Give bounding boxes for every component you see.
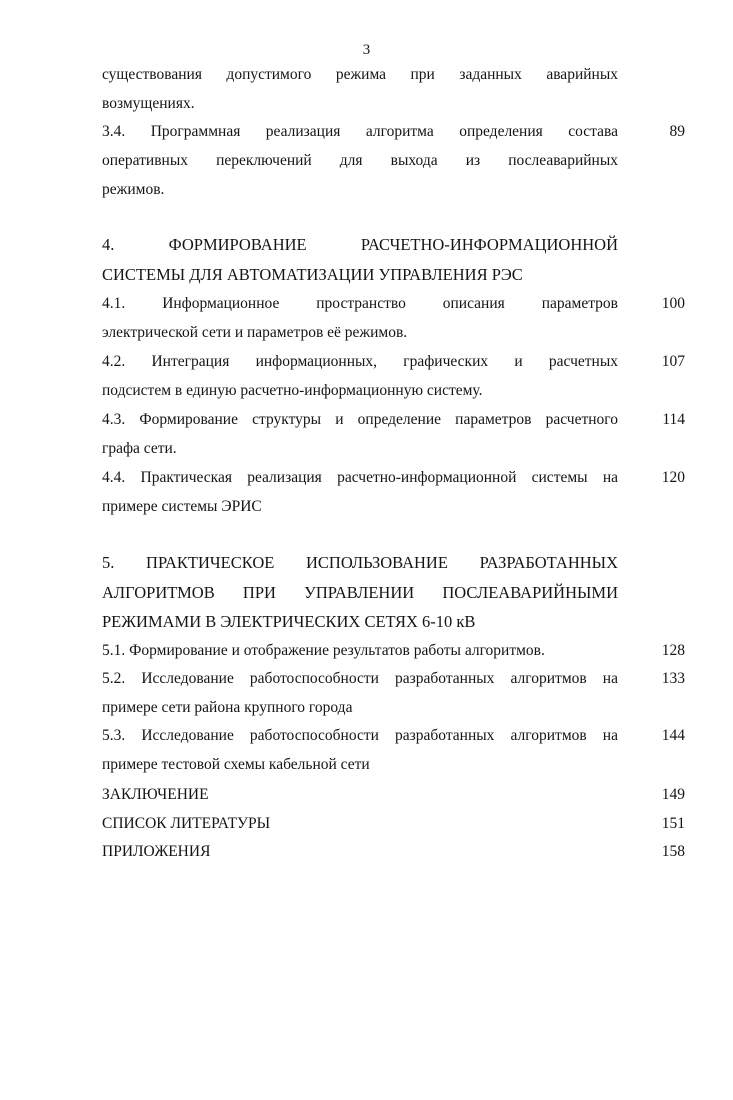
toc-line: ПРИЛОЖЕНИЯ <box>102 843 211 860</box>
toc-entry-text <box>102 636 618 665</box>
toc-line: режимов. <box>102 181 165 198</box>
page-number: 3 <box>362 42 371 58</box>
toc-line: возмущениях. <box>102 95 195 112</box>
toc-entry-text <box>102 809 618 838</box>
toc-line: подсистем в единую расчетно-информационную систему. <box>102 382 483 399</box>
toc-entry-text <box>102 721 618 779</box>
toc-page-number: 149 <box>661 786 685 803</box>
toc-line: АЛГОРИТМОВ ПРИ УПРАВЛЕНИИ ПОСЛЕАВАРИЙНЫМИ <box>102 582 618 602</box>
toc-entry-text <box>102 405 618 463</box>
toc-entry-text <box>102 664 618 722</box>
toc-page-number: 107 <box>661 353 685 370</box>
toc-page-number: 128 <box>661 642 685 659</box>
toc-line: 4.1. Информационное пространство описания параметров <box>102 295 618 312</box>
toc-page-number: 158 <box>661 843 685 860</box>
toc-entry-text <box>102 548 618 637</box>
toc-line: графа сети. <box>102 440 177 457</box>
toc-entry-text <box>102 117 618 204</box>
toc-line: 5. ПРАКТИЧЕСКОЕ ИСПОЛЬЗОВАНИЕ РАЗРАБОТАННЫХ <box>102 553 618 572</box>
toc-line: примере тестовой схемы кабельной сети <box>102 756 370 773</box>
toc-line: 5.1. Формирование и отображение результатов работы алгоритмов. <box>102 642 545 659</box>
toc-line: 3.4. Программная реализация алгоритма определения состава <box>102 123 618 140</box>
toc-line: электрической сети и параметров её режимов. <box>102 324 408 341</box>
toc-page-number: 89 <box>669 123 685 140</box>
toc-page-number: 151 <box>661 815 685 832</box>
toc-entry-text <box>102 230 618 289</box>
toc-line: 5.3. Исследование работоспособности разработанных алгоритмов на <box>102 727 618 744</box>
toc-entry-text <box>102 60 618 118</box>
toc-line: оперативных переключений для выхода из послеаварийных <box>102 152 618 169</box>
toc-line: 4.2. Интеграция информационных, графических и расчетных <box>102 353 618 370</box>
toc-line: 4.4. Практическая реализация расчетно-информационной системы на <box>102 469 618 486</box>
toc-entry-text <box>102 289 618 347</box>
toc-line: 4.3. Формирование структуры и определение параметров расчетного <box>102 411 618 428</box>
toc-line: ЗАКЛЮЧЕНИЕ <box>102 786 209 803</box>
toc-line: 5.2. Исследование работоспособности разработанных алгоритмов на <box>102 670 618 687</box>
toc-line: существования допустимого режима при заданных аварийных <box>102 66 618 83</box>
toc-entry-text <box>102 837 618 866</box>
toc-line: 4. ФОРМИРОВАНИЕ РАСЧЕТНО-ИНФОРМАЦИОННОЙ <box>102 235 618 254</box>
toc-page-number: 133 <box>661 670 685 687</box>
toc-page-number: 114 <box>662 411 685 428</box>
toc-page-number: 100 <box>661 295 685 312</box>
toc-line: СПИСОК ЛИТЕРАТУРЫ <box>102 815 271 832</box>
toc-page-number: 144 <box>661 727 685 744</box>
toc-line: примере сети района крупного города <box>102 699 353 716</box>
toc-line: СИСТЕМЫ ДЛЯ АВТОМАТИЗАЦИИ УПРАВЛЕНИЯ РЭС <box>102 264 523 284</box>
toc-line: РЕЖИМАМИ В ЭЛЕКТРИЧЕСКИХ СЕТЯХ 6-10 кВ <box>102 612 476 631</box>
toc-entry-text <box>102 347 618 405</box>
toc-line: примере системы ЭРИС <box>102 498 262 515</box>
toc-entry-text <box>102 463 618 521</box>
toc-page-number: 120 <box>661 469 685 486</box>
toc-entry-text <box>102 780 618 809</box>
